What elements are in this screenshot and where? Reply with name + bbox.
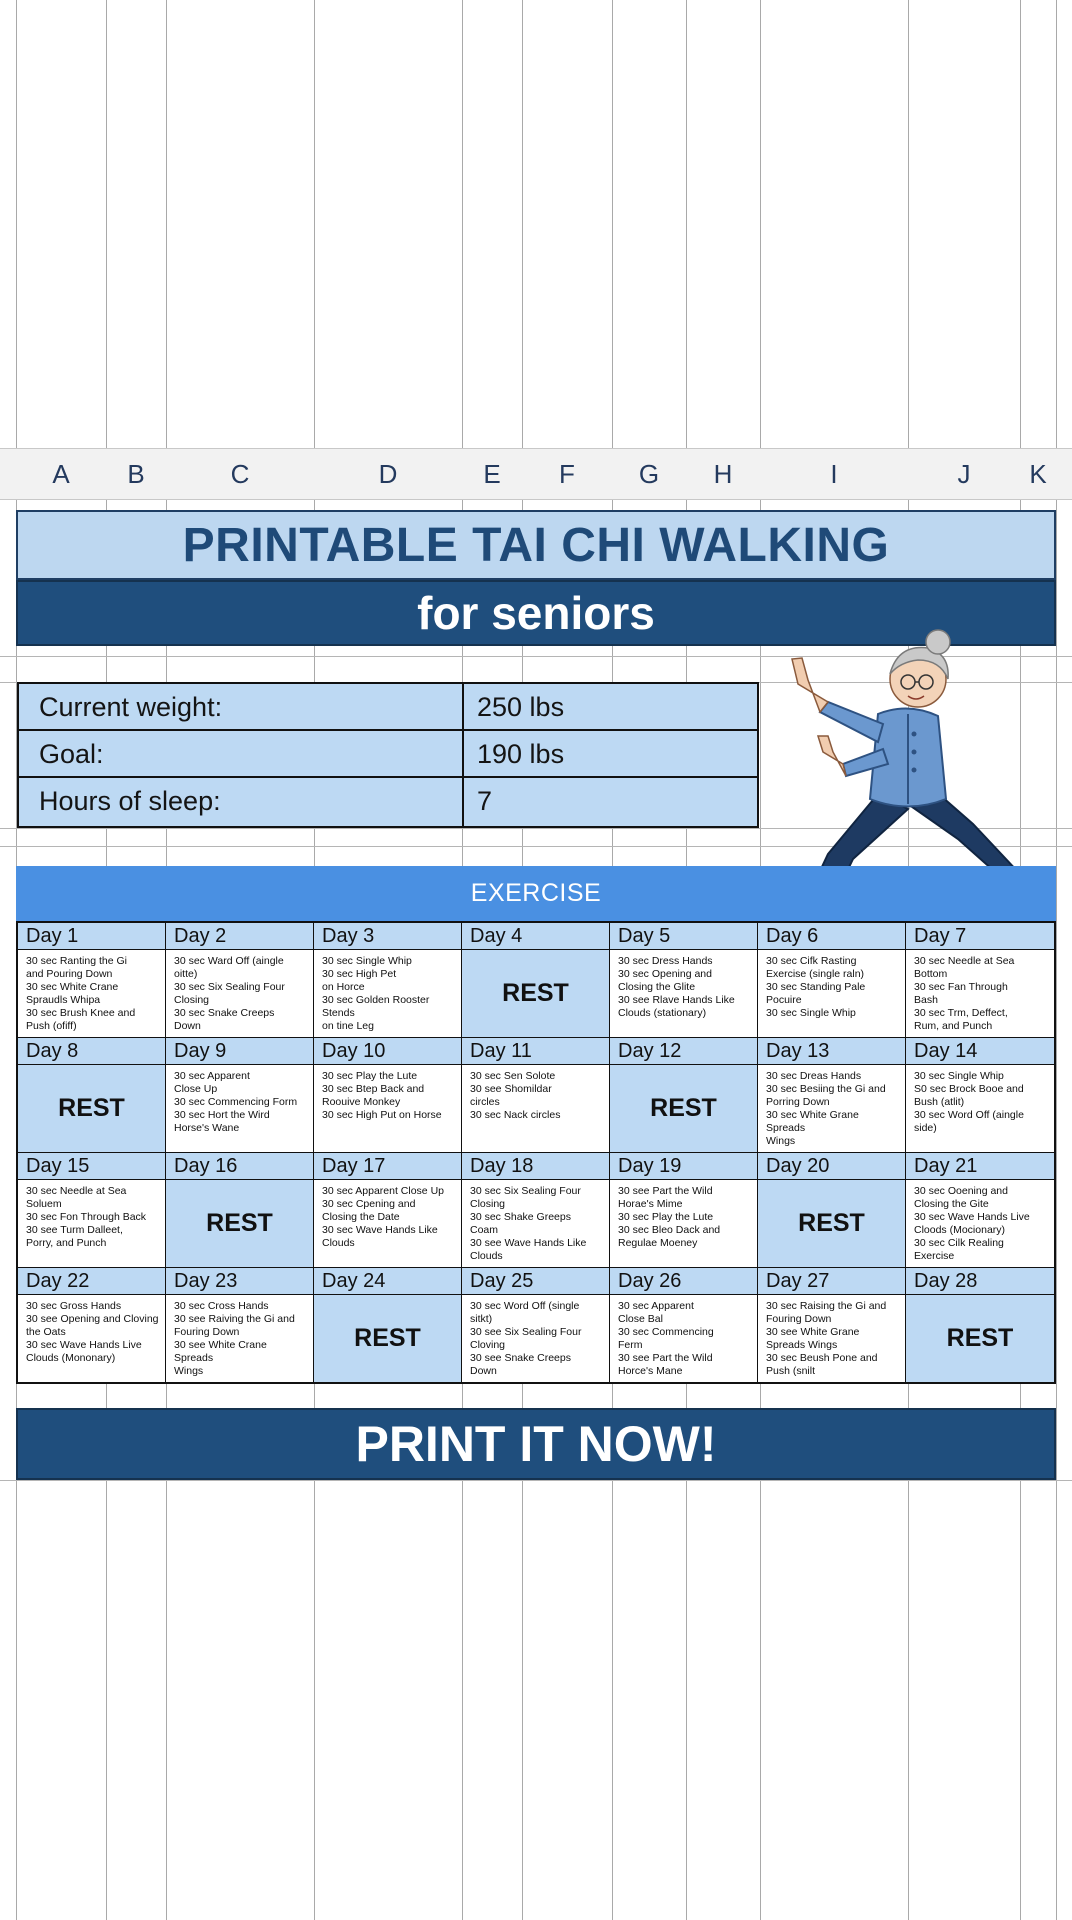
day-exercises: 30 sec Apparent Close Up 30 sec Commencing Form 30 sec Hort the Wird Horse's Wane xyxy=(174,1070,298,1134)
day-label: Day 28 xyxy=(906,1268,1054,1295)
print-now-button[interactable]: PRINT IT NOW! xyxy=(16,1408,1056,1480)
day-cell[interactable] xyxy=(758,1152,906,1267)
calendar-week-row xyxy=(18,923,1054,1037)
rest-day-label: REST xyxy=(610,1065,757,1152)
column-letter-h[interactable]: H xyxy=(713,459,733,489)
exercise-header: EXERCISE xyxy=(16,866,1056,921)
day-label: Day 12 xyxy=(610,1038,757,1065)
day-label: Day 9 xyxy=(166,1038,313,1065)
day-exercises: 30 sec Word Off (single sitkt) 30 see Six Sealing Four Cloving 30 see Snake Creeps Down xyxy=(470,1300,582,1377)
day-exercises: 30 sec Gross Hands 30 see Opening and Cloving the Oats 30 sec Wave Hands Live Clouds (Mononary) xyxy=(26,1300,159,1364)
day-cell[interactable] xyxy=(314,1267,462,1382)
day-cell[interactable] xyxy=(906,1037,1054,1152)
day-exercises: 30 sec Needle at Sea Soluem 30 sec Fon Through Back 30 see Turm Dalleet, Porry, and Punch xyxy=(26,1185,147,1249)
day-cell[interactable] xyxy=(462,1037,610,1152)
day-cell[interactable] xyxy=(906,923,1054,1037)
day-exercises: 30 see Part the Wild Horae's Mime 30 sec Play the Lute 30 sec Bleo Dack and Regulae Moeney xyxy=(618,1185,721,1249)
day-exercises: 30 sec Cross Hands 30 see Raiving the Gi and Fouring Down 30 see White Crane Spreads Wings xyxy=(174,1300,295,1377)
column-letter-c[interactable]: C xyxy=(230,459,250,489)
day-exercises: 30 sec Raising the Gi and Fouring Down 30 see White Grane Spreads Wings 30 sec Beush Pone and Push (snilt xyxy=(766,1300,887,1377)
day-label: Day 27 xyxy=(758,1268,905,1295)
day-cell[interactable] xyxy=(18,1267,166,1382)
day-exercises: 30 sec Ward Off (aingle oitte) 30 sec Six Sealing Four Closing 30 sec Snake Creeps Down xyxy=(174,955,285,1032)
day-label: Day 13 xyxy=(758,1038,905,1065)
day-label: Day 22 xyxy=(18,1268,165,1295)
day-label: Day 14 xyxy=(906,1038,1054,1065)
grid-row-line xyxy=(0,1480,1072,1481)
day-label: Day 17 xyxy=(314,1153,461,1180)
stat-label: Current weight: xyxy=(39,692,223,722)
day-label: Day 24 xyxy=(314,1268,461,1295)
day-exercises: 30 sec Single Whip 30 sec High Pet on Horce 30 sec Golden Rooster Stends on tine Leg xyxy=(322,955,430,1032)
day-label: Day 26 xyxy=(610,1268,757,1295)
day-label: Day 25 xyxy=(462,1268,609,1295)
day-exercises: 30 sec Dress Hands 30 sec Opening and Closing the Glite 30 see Rlave Hands Like Clouds (stationary) xyxy=(618,955,735,1019)
rest-day-label: REST xyxy=(18,1065,165,1152)
stat-row-goal xyxy=(19,731,757,778)
day-label: Day 2 xyxy=(166,923,313,950)
stat-row-hours-of-sleep xyxy=(19,778,757,825)
stat-value[interactable]: 250 lbs xyxy=(477,692,565,722)
column-letter-i[interactable]: I xyxy=(830,459,838,489)
day-cell[interactable] xyxy=(314,923,462,1037)
day-cell[interactable] xyxy=(462,1267,610,1382)
day-cell[interactable] xyxy=(610,1152,758,1267)
column-letter-a[interactable]: A xyxy=(52,459,70,489)
day-cell[interactable] xyxy=(18,1152,166,1267)
stat-row-current-weight xyxy=(19,684,757,731)
day-label: Day 7 xyxy=(906,923,1054,950)
day-cell[interactable] xyxy=(18,923,166,1037)
stat-label: Hours of sleep: xyxy=(39,786,221,816)
day-label: Day 16 xyxy=(166,1153,313,1180)
column-letter-d[interactable]: D xyxy=(378,459,398,489)
rest-day-label: REST xyxy=(462,950,609,1037)
day-label: Day 8 xyxy=(18,1038,165,1065)
calendar-week-row xyxy=(18,1037,1054,1152)
page-title: PRINTABLE TAI CHI WALKING xyxy=(16,510,1056,580)
calendar-week-row xyxy=(18,1267,1054,1382)
day-cell[interactable] xyxy=(166,1267,314,1382)
day-cell[interactable] xyxy=(314,1152,462,1267)
stat-value[interactable]: 7 xyxy=(477,786,493,816)
day-exercises: 30 sec Sen Solote 30 see Shomildar circles 30 sec Nack circles xyxy=(470,1070,561,1121)
column-letter-b[interactable]: B xyxy=(127,459,145,489)
day-label: Day 3 xyxy=(314,923,461,950)
day-exercises: 30 sec Six Sealing Four Closing 30 sec Shake Greeps Coam 30 see Wave Hands Like Clouds xyxy=(470,1185,587,1262)
day-exercises: 30 sec Ranting the Gi and Pouring Down 30 sec White Crane Spraudls Whipa 30 sec Brush Knee and Push (ofiff) xyxy=(26,955,136,1032)
day-cell[interactable] xyxy=(166,1152,314,1267)
day-label: Day 21 xyxy=(906,1153,1054,1180)
stat-label: Goal: xyxy=(39,739,104,769)
day-exercises: 30 sec Single Whip S0 sec Brock Booe and Bush (atlit) 30 sec Word Off (aingle side) xyxy=(914,1070,1024,1134)
day-cell[interactable] xyxy=(610,1037,758,1152)
day-label: Day 11 xyxy=(462,1038,609,1065)
day-exercises: 30 sec Ooening and Closing the Gite 30 sec Wave Hands Live Cloods (Mocionary) 30 sec Cilk Realing Exercise xyxy=(914,1185,1030,1262)
day-label: Day 5 xyxy=(610,923,757,950)
rest-day-label: REST xyxy=(314,1295,461,1382)
page-subtitle: for seniors xyxy=(16,580,1056,646)
rest-day-label: REST xyxy=(166,1180,313,1267)
stat-value[interactable]: 190 lbs xyxy=(477,739,565,769)
day-cell[interactable] xyxy=(758,923,906,1037)
day-label: Day 23 xyxy=(166,1268,313,1295)
day-label: Day 1 xyxy=(18,923,165,950)
day-cell[interactable] xyxy=(758,1267,906,1382)
day-cell[interactable] xyxy=(906,1267,1054,1382)
column-letter-g[interactable]: G xyxy=(638,459,660,489)
grid-column-line xyxy=(1056,0,1057,1920)
column-letter-k[interactable]: K xyxy=(1029,459,1047,489)
calendar-week-row xyxy=(18,1152,1054,1267)
column-letter-f[interactable]: F xyxy=(559,459,575,489)
day-cell[interactable] xyxy=(166,1037,314,1152)
day-exercises: 30 sec Apparent Close Bal 30 sec Commencing Ferm 30 see Part the Wild Horce's Mane xyxy=(618,1300,714,1377)
day-exercises: 30 sec Apparent Close Up 30 sec Cpening and Closing the Date 30 sec Wave Hands Like Clouds xyxy=(322,1185,444,1249)
exercise-calendar xyxy=(16,921,1056,1384)
day-cell[interactable] xyxy=(610,1267,758,1382)
day-exercises: 30 sec Dreas Hands 30 sec Besiing the Gi and Porring Down 30 sec White Grane Spreads Wings xyxy=(766,1070,886,1147)
day-cell[interactable] xyxy=(462,1152,610,1267)
day-label: Day 6 xyxy=(758,923,905,950)
day-label: Day 20 xyxy=(758,1153,905,1180)
day-cell[interactable] xyxy=(18,1037,166,1152)
rest-day-label: REST xyxy=(906,1295,1054,1382)
day-label: Day 19 xyxy=(610,1153,757,1180)
day-cell[interactable] xyxy=(906,1152,1054,1267)
day-cell[interactable] xyxy=(462,923,610,1037)
day-cell[interactable] xyxy=(758,1037,906,1152)
day-exercises: 30 sec Play the Lute 30 sec Btep Back and Roouive Monkey 30 sec High Put on Horse xyxy=(322,1070,442,1121)
day-label: Day 18 xyxy=(462,1153,609,1180)
day-cell[interactable] xyxy=(610,923,758,1037)
day-exercises: 30 sec Needle at Sea Bottom 30 sec Fan Through Bash 30 sec Trm, Deffect, Rum, and Punch xyxy=(914,955,1015,1032)
day-label: Day 4 xyxy=(462,923,609,950)
day-cell[interactable] xyxy=(314,1037,462,1152)
day-label: Day 10 xyxy=(314,1038,461,1065)
stats-table xyxy=(17,682,759,828)
column-letter-j[interactable]: J xyxy=(957,459,971,489)
column-header-row xyxy=(0,448,1072,500)
day-exercises: 30 sec Cifk Rasting Exercise (single raln) 30 sec Standing Pale Pocuire 30 sec Single Whip xyxy=(766,955,866,1019)
rest-day-label: REST xyxy=(758,1180,905,1267)
day-cell[interactable] xyxy=(166,923,314,1037)
day-label: Day 15 xyxy=(18,1153,165,1180)
column-letter-e[interactable]: E xyxy=(483,459,501,489)
